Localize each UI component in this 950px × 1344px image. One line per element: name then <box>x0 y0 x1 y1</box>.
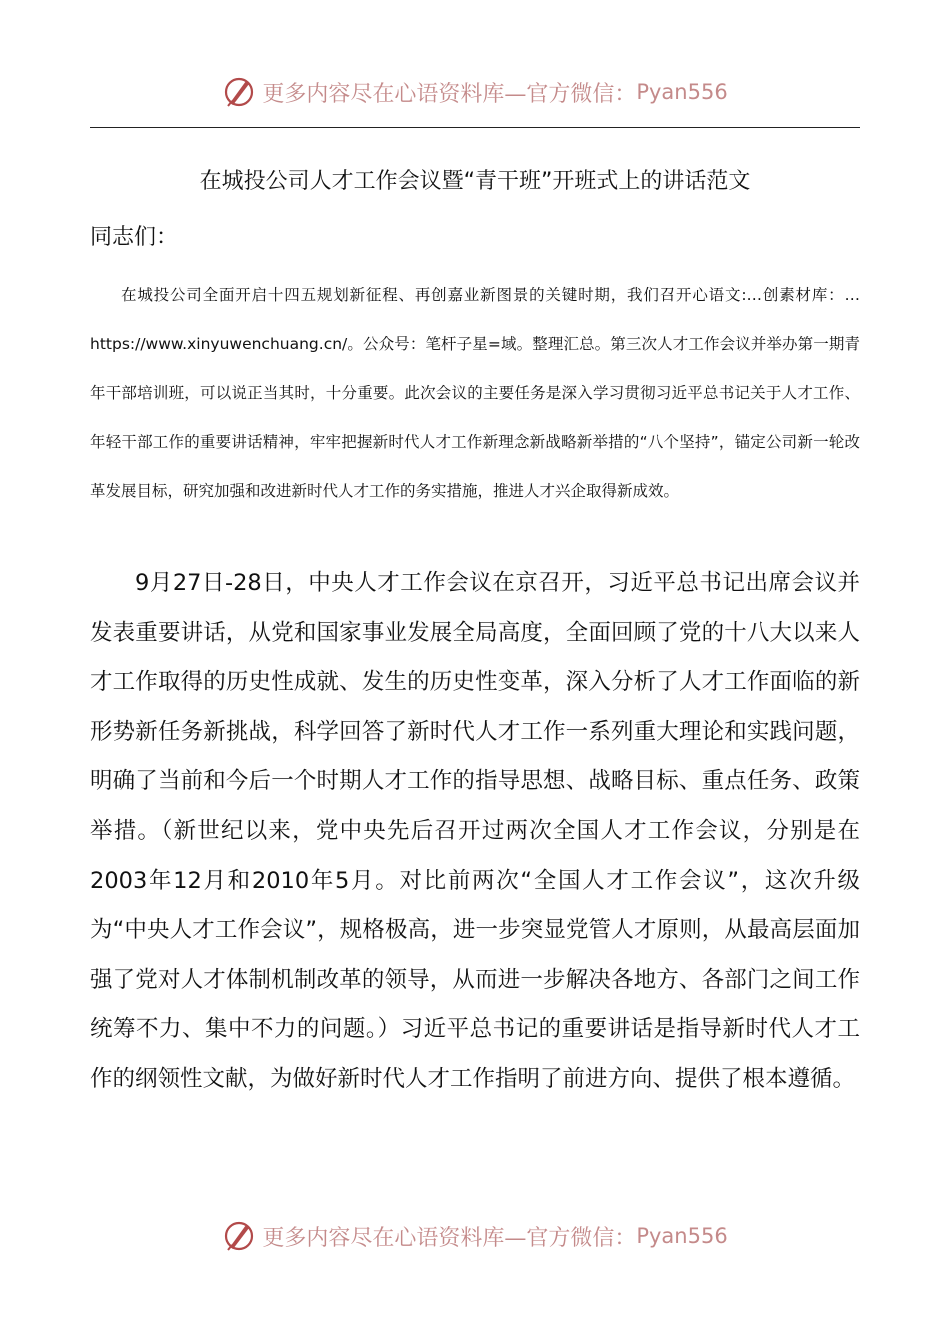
header-banner <box>0 70 950 114</box>
header-divider <box>90 127 860 128</box>
document-title: 在城投公司人才工作会议暨“青干班”开班式上的讲话范文 <box>199 169 751 194</box>
footer-wechat-id: Pyan556 <box>636 1224 728 1248</box>
salutation: 同志们： <box>90 225 179 250</box>
pen-logo-icon <box>222 1219 256 1253</box>
footer-banner <box>0 1214 950 1258</box>
footer-brand-text: 更多内容尽在心语资料库—官方微信： <box>262 1225 637 1251</box>
header-brand-text: 更多内容尽在心语资料库—官方微信： <box>262 81 637 107</box>
header-wechat-id: Pyan556 <box>636 80 728 104</box>
body-paragraph: 9月27日-28日，中央人才工作会议在京召开，习近平总书记出席会议并发表重要讲话，从党和国家事业发展全局高度，全面回顾了党的十八大以来人才工作取得的历史性成就、发生的历史性变革，深入分析了人才工作面临的新形势新任务新挑战，科学回答了新时代人才工作一系列重大理论和实践问题，明确了当前和今后一个时期人才工作的指导思想、战略目标、重点任务、政策举措。（新世纪以来，党中央先后召开过两次全国人才工作会议，分别是在2003年12月和2010年5月。对比前两次“全国人才工作会议”，这次升级为“中央人才工作会议”，规格极高，进一步突显党管人才原则，从最高层面加强了党对人才体制机制改革的领导，从而进一步解决各地方、各部门之间工作统筹不力、集中不力的问题。）习近平总书记的重要讲话是指导新时代人才工作的纲领性文献，为做好新时代人才工作指明了前进方向、提供了根本遵循。 <box>90 570 860 1092</box>
intro-paragraph: 在城投公司全面开启十四五规划新征程、再创嘉业新图景的关键时期，我们召开心语文:…创素材库：…https://www.xinyuwenchuang.cn/。公众号：笔杆子星=域。整理汇总。第三次人才工作会议并举办第一期青年干部培训班，可以说正当其时，十分重要。此次会议的主要任务是深入学习贯彻习近平总书记关于人才工作、年轻干部工作的重要讲话精神，牢牢把握新时代人才工作新理念新战略新举措的“八个坚持”，锚定公司新一轮改革发展目标，研究加强和改进新时代人才工作的务实措施，推进人才兴企取得新成效。 <box>90 286 860 500</box>
pen-logo-icon <box>222 75 256 109</box>
